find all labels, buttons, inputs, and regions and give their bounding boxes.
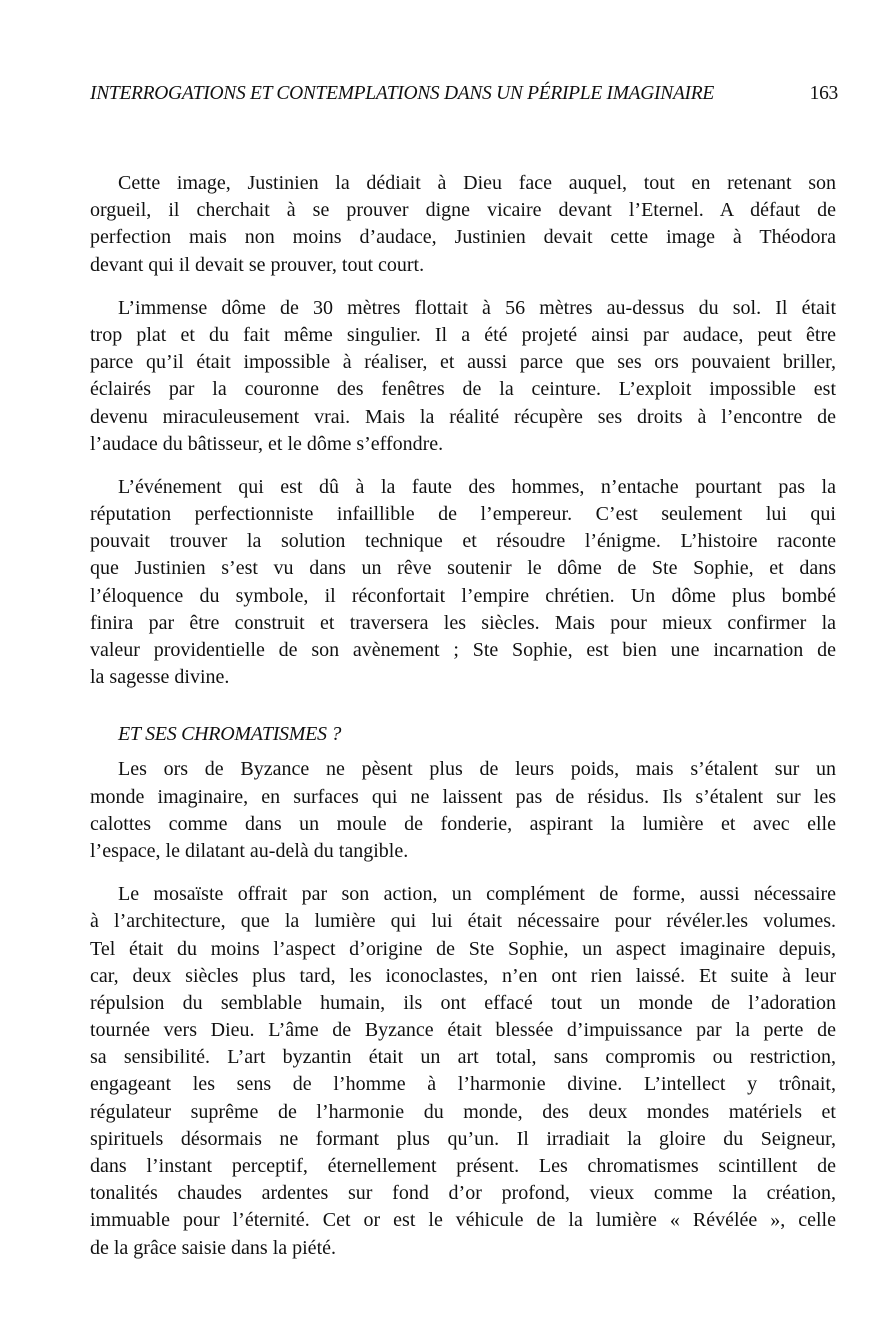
text-line: parce qu’il était impossible à réaliser, et aussi parce que ses ors pouvaient briller,	[90, 351, 836, 374]
text-line: l’espace, le dilatant au-delà du tangible.	[90, 839, 409, 862]
text-line: l’éloquence du symbole, il réconfortait l’empire chrétien. Un dôme plus bombé	[90, 584, 836, 607]
text-line: Les ors de Byzance ne pèsent plus de leurs poids, mais s’étalent sur un	[118, 758, 836, 781]
text-line: devenu miraculeusement vrai. Mais la réalité récupère ses droits à l’encontre de	[90, 405, 836, 428]
text-line: trop plat et du fait même singulier. Il a été projeté ainsi par audace, peut être	[90, 323, 836, 346]
text-line: valeur providentielle de son avènement ; Ste Sophie, est bien une incarnation de	[90, 639, 836, 661]
paragraphs-before	[90, 170, 836, 691]
text-line: orgueil, il cherchait à se prouver digne vicaire devant l’Eternel. A défaut de	[90, 199, 836, 222]
text-line: l’audace du bâtisseur, et le dôme s’effondre.	[90, 432, 444, 455]
text-line: engageant les sens de l’homme à l’harmonie divine. L’intellect y trônait,	[90, 1073, 836, 1096]
text-line: finira par être construit et traversera les siècles. Mais pour mieux confirmer la	[90, 611, 836, 634]
text-line: spirituels désormais ne formant plus qu’un. Il irradiait la gloire du Seigneur,	[90, 1127, 836, 1150]
text-line: L’immense dôme de 30 mètres flottait à 56 mètres au-dessus du sol. Il était	[118, 296, 836, 319]
page-number: 163	[809, 83, 838, 104]
text-line: L’événement qui est dû à la faute des hommes, n’entache pourtant pas la	[118, 475, 836, 498]
section-heading: ET SES CHROMATISMES ?	[118, 723, 342, 746]
text-line: éclairés par la couronne des fenêtres de la ceinture. L’exploit impossible est	[90, 378, 836, 401]
text-line: monde imaginaire, en surfaces qui ne laissent pas de résidus. Ils s’étalent sur les	[90, 785, 836, 808]
body-text	[90, 170, 836, 1278]
paragraph	[90, 295, 836, 458]
text-line: tonalités chaudes ardentes sur fond d’or profond, vieux comme la création,	[90, 1182, 836, 1205]
text-line: dans l’instant perceptif, éternellement présent. Les chromatismes scintillent de	[90, 1155, 836, 1177]
text-line: de la grâce saisie dans la piété.	[90, 1236, 336, 1259]
paragraphs-after	[90, 756, 836, 1261]
text-line: tournée vers Dieu. L’âme de Byzance était blessée d’impuissance par la perte de	[90, 1019, 836, 1042]
text-line: pouvait trouver la solution technique et résoudre l’énigme. L’histoire raconte	[90, 530, 836, 553]
text-line: Cette image, Justinien la dédiait à Dieu face auquel, tout en retenant son	[118, 172, 836, 194]
text-line: Le mosaïste offrait par son action, un complément de forme, aussi nécessaire	[118, 883, 836, 906]
text-line: immuable pour l’éternité. Cet or est le véhicule de la lumière « Révélée », celle	[90, 1209, 836, 1232]
text-line: réputation perfectionniste infaillible de l’empereur. C’est seulement lui qui	[90, 503, 836, 526]
paragraph	[90, 170, 836, 279]
text-line: calottes comme dans un moule de fonderie, aspirant la lumière et avec elle	[90, 812, 836, 835]
text-line: la sagesse divine.	[90, 666, 230, 689]
running-head	[90, 80, 838, 108]
text-line: perfection mais non moins d’audace, Justinien devait cette image à Théodora	[90, 226, 836, 249]
text-line: devant qui il devait se prouver, tout court.	[90, 253, 425, 276]
text-line: répulsion du semblable humain, ils ont effacé tout un monde de l’adoration	[90, 991, 836, 1014]
text-line: que Justinien s’est vu dans un rêve soutenir le dôme de Ste Sophie, et dans	[90, 557, 836, 580]
text-line: à l’architecture, que la lumière qui lui était nécessaire pour révéler.les volumes.	[90, 910, 836, 933]
paragraph	[90, 474, 836, 692]
paragraph	[90, 881, 836, 1262]
text-line: sa sensibilité. L’art byzantin était un art total, sans compromis ou restriction,	[90, 1046, 836, 1069]
paragraph	[90, 756, 836, 865]
text-line: régulateur suprême de l’harmonie du monde, des deux mondes matériels et	[90, 1100, 836, 1123]
text-line: Tel était du moins l’aspect d’origine de Ste Sophie, un aspect imaginaire depuis,	[90, 937, 836, 960]
running-title: INTERROGATIONS ET CONTEMPLATIONS DANS UN PÉRIPLE IMAGINAIRE	[90, 83, 714, 104]
text-line: car, deux siècles plus tard, les iconoclastes, n’en ont rien laissé. Et suite à leur	[90, 964, 836, 987]
